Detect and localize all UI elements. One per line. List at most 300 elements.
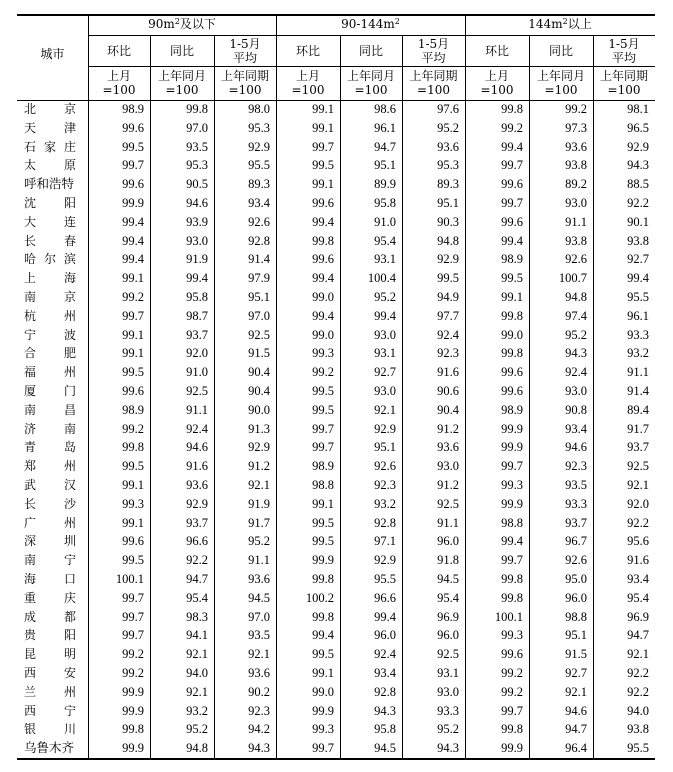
table-cell-value: 99.5 [122, 139, 144, 154]
table-cell-value: 99.5 [312, 158, 334, 173]
table-cell-value: 99.6 [501, 365, 523, 380]
table-cell-value: 91.4 [627, 384, 649, 398]
group-header-superscript: 2 [174, 17, 180, 26]
table-cell-value: 99.3 [501, 628, 523, 643]
table-cell-value: 99.6 [501, 384, 523, 398]
table-cell-value: 93.7 [565, 515, 587, 530]
base-label: 上年同月 =100 [157, 69, 206, 97]
table-cell-value: 94.7 [627, 628, 649, 643]
table-cell-value: 99.9 [501, 741, 523, 756]
table-cell-value: 99.8 [501, 308, 523, 323]
table-cell-value: 95.0 [565, 572, 587, 586]
table-cell-value: 97.1 [374, 534, 396, 549]
table-cell-value: 90.5 [186, 177, 208, 192]
table-cell-value: 92.9 [248, 440, 270, 455]
subcolumn-header: 同比 [548, 44, 573, 58]
table-cell-value: 92.4 [437, 327, 459, 342]
table-cell-value: 95.8 [374, 196, 396, 210]
table-cell-value: 94.7 [374, 139, 396, 154]
table-cell-value: 92.6 [248, 214, 270, 229]
table-cell-value: 96.0 [437, 534, 459, 549]
table-cell-value: 94.0 [627, 703, 649, 718]
table-cell-value: 95.1 [374, 440, 396, 455]
table-cell-value: 99.0 [312, 684, 334, 699]
table-cell-value: 90.4 [248, 365, 270, 380]
table-cell-value: 89.3 [437, 177, 459, 192]
table-cell-value: 95.4 [437, 590, 459, 605]
table-cell-value: 93.6 [186, 478, 208, 492]
table-cell-value: 91.6 [186, 459, 208, 474]
table-cell-value: 99.7 [312, 741, 334, 756]
table-cell-value: 99.7 [122, 628, 144, 643]
top-rule [17, 14, 655, 16]
table-cell-value: 99.9 [501, 440, 523, 455]
table-cell-value: 94.7 [186, 572, 208, 586]
table-cell-value: 95.6 [627, 534, 649, 549]
table-cell-value: 92.6 [565, 252, 587, 267]
table-cell-value: 92.5 [437, 647, 459, 662]
table-cell-value: 99.7 [312, 440, 334, 455]
table-cell-value: 94.2 [248, 722, 270, 737]
table-cell-value: 95.5 [374, 572, 396, 586]
subheader-rule [88, 66, 655, 67]
table-cell-value: 99.4 [312, 628, 334, 643]
table-cell-value: 99.7 [312, 139, 334, 154]
table-cell-value: 99.8 [501, 572, 523, 586]
city-name: 天津 [24, 120, 76, 135]
table-cell-value: 92.1 [627, 478, 649, 492]
table-cell-value: 99.0 [312, 327, 334, 342]
table-cell-value: 93.7 [186, 515, 208, 530]
table-cell-value: 92.1 [248, 478, 270, 492]
table-cell-value: 91.9 [186, 252, 208, 267]
city-name: 福州 [24, 365, 76, 380]
table-cell-value: 95.3 [186, 158, 208, 173]
table-cell-value: 90.3 [437, 214, 459, 229]
table-cell-value: 89.4 [627, 402, 649, 417]
table-cell-value: 99.5 [312, 402, 334, 417]
table-cell-value: 99.4 [312, 271, 334, 286]
table-cell-value: 91.5 [248, 346, 270, 361]
table-cell-value: 98.9 [122, 402, 144, 417]
table-cell-value: 95.2 [248, 534, 270, 549]
table-cell-value: 94.5 [374, 741, 396, 756]
table-cell-value: 92.2 [627, 515, 649, 530]
table-cell-value: 92.1 [248, 647, 270, 662]
table-cell-value: 93.8 [627, 722, 649, 737]
table-cell-value: 97.6 [437, 102, 459, 116]
city-column-header: 城市 [40, 47, 65, 61]
base-label: 上年同期 =100 [409, 69, 458, 97]
table-cell-value: 93.7 [186, 327, 208, 342]
table-cell-value: 96.1 [627, 308, 649, 323]
table-cell-value: 94.9 [437, 290, 459, 304]
table-cell-value: 99.8 [501, 102, 523, 116]
table-cell-value: 91.0 [374, 214, 396, 229]
table-cell-value: 91.7 [627, 421, 649, 436]
city-name: 乌鲁木齐 [24, 741, 75, 756]
table-cell-value: 99.8 [312, 609, 334, 624]
city-name: 上海 [24, 271, 76, 286]
table-cell-value: 99.4 [312, 214, 334, 229]
city-name: 哈尔滨 [24, 252, 76, 267]
table-cell-value: 98.3 [186, 609, 208, 624]
table-cell-value: 99.1 [122, 346, 144, 361]
table-cell-value: 93.6 [565, 139, 587, 154]
table-cell-value: 93.0 [565, 196, 587, 210]
table-cell-value: 99.2 [312, 365, 334, 380]
base-label: 上月 =100 [102, 69, 136, 97]
table-cell-value: 92.7 [627, 252, 649, 267]
table-cell-value: 92.9 [186, 496, 208, 511]
table-cell-value: 95.1 [565, 628, 587, 643]
city-name: 大连 [24, 214, 76, 229]
table-cell-value: 95.8 [186, 290, 208, 304]
table-cell-value: 98.9 [312, 459, 334, 474]
table-cell-value: 92.1 [186, 647, 208, 662]
table-cell-value: 99.7 [501, 459, 523, 474]
table-cell-value: 96.1 [374, 120, 396, 135]
table-cell-value: 92.4 [565, 365, 587, 380]
table-cell-value: 92.2 [627, 666, 649, 680]
table-cell-value: 98.7 [186, 308, 208, 323]
table-cell-value: 99.5 [312, 647, 334, 662]
table-cell-value: 99.7 [501, 158, 523, 173]
table-cell-value: 97.3 [565, 120, 587, 135]
table-cell-value: 99.5 [312, 515, 334, 530]
table-cell-value: 92.5 [437, 496, 459, 511]
table-cell-value: 94.3 [565, 346, 587, 361]
table-cell-value: 99.8 [312, 233, 334, 248]
table-cell-value: 97.0 [186, 120, 208, 135]
table-cell-value: 95.5 [248, 158, 270, 173]
table-cell-value: 100.2 [305, 590, 334, 605]
table-cell-value: 91.6 [437, 365, 459, 380]
city-name: 郑州 [24, 459, 76, 474]
table-cell-value: 92.9 [374, 553, 396, 568]
table-cell-value: 92.6 [374, 459, 396, 474]
table-cell-value: 99.1 [312, 666, 334, 680]
city-name: 银川 [24, 722, 76, 737]
table-cell-value: 94.3 [248, 741, 270, 756]
table-cell-value: 99.6 [122, 177, 144, 192]
table-cell-value: 92.1 [374, 402, 396, 417]
city-name: 重庆 [24, 590, 76, 605]
table-cell-value: 99.2 [122, 421, 144, 436]
city-name: 昆明 [24, 647, 76, 662]
table-cell-value: 99.5 [312, 534, 334, 549]
table-cell-value: 95.2 [374, 290, 396, 304]
table-cell-value: 99.6 [501, 177, 523, 192]
table-cell-value: 94.6 [565, 703, 587, 718]
table-cell-value: 92.3 [248, 703, 270, 718]
city-name: 南昌 [24, 402, 76, 417]
city-name: 沈阳 [24, 196, 76, 210]
table-cell-value: 99.9 [122, 684, 144, 699]
table-cell-value: 92.8 [374, 515, 396, 530]
table-cell-value: 93.6 [248, 572, 270, 586]
group-rule [88, 35, 655, 36]
table-cell-value: 95.4 [186, 590, 208, 605]
city-name: 兰州 [24, 684, 76, 699]
table-cell-value: 99.6 [312, 196, 334, 210]
table-cell-value: 91.7 [248, 515, 270, 530]
table-cell-value: 90.0 [248, 402, 270, 417]
table-cell-value: 97.4 [565, 308, 587, 323]
table-cell-value: 95.1 [374, 158, 396, 173]
city-name: 合肥 [24, 346, 76, 361]
city-name: 南京 [24, 290, 76, 304]
table-cell-value: 99.4 [312, 308, 334, 323]
table-cell-value: 95.4 [627, 590, 649, 605]
table-cell-value: 95.5 [627, 290, 649, 304]
table-cell-value: 93.1 [374, 346, 396, 361]
table-cell-value: 100.7 [558, 271, 587, 286]
table-cell-value: 94.6 [186, 196, 208, 210]
table-cell-value: 93.4 [627, 572, 649, 586]
group-header-superscript: 2 [562, 17, 568, 26]
table-cell-value: 98.8 [312, 478, 334, 492]
table-cell-value: 94.3 [374, 703, 396, 718]
table-cell-value: 96.6 [186, 534, 208, 549]
table-cell-value: 92.8 [374, 684, 396, 699]
subcolumn-header: 1-5月 平均 [608, 37, 640, 65]
city-name: 南宁 [24, 553, 76, 568]
city-name: 深圳 [24, 534, 76, 549]
table-cell-value: 99.5 [501, 271, 523, 286]
subcolumn-header: 1-5月 平均 [229, 37, 261, 65]
table-cell-value: 99.1 [312, 120, 334, 135]
table-cell-value: 99.8 [501, 346, 523, 361]
table-cell-value: 93.8 [565, 158, 587, 173]
table-cell-value: 93.1 [374, 252, 396, 267]
table-cell-value: 99.0 [312, 290, 334, 304]
table-cell-value: 93.3 [565, 496, 587, 511]
table-cell-value: 93.7 [627, 440, 649, 455]
table-cell-value: 92.4 [374, 647, 396, 662]
table-cell-value: 99.4 [501, 233, 523, 248]
group-header-suffix: 及以下 [179, 17, 216, 31]
table-cell-value: 92.1 [186, 684, 208, 699]
table-cell-value: 97.0 [248, 609, 270, 624]
table-cell-value: 99.3 [312, 346, 334, 361]
table-cell-value: 93.2 [627, 346, 649, 361]
table-cell-value: 99.2 [122, 647, 144, 662]
group-header-label: 144m [528, 17, 563, 31]
table-cell-value: 92.5 [248, 327, 270, 342]
table-cell-value: 99.2 [122, 666, 144, 680]
city-name: 厦门 [24, 384, 76, 398]
table-cell-value: 94.5 [437, 572, 459, 586]
city-name: 宁波 [24, 327, 76, 342]
base-label: 上月 =100 [480, 69, 514, 97]
table-cell-value: 91.1 [437, 515, 459, 530]
table-cell-value: 92.1 [565, 684, 587, 699]
table-cell-value: 92.9 [437, 252, 459, 267]
table-cell-value: 99.8 [312, 572, 334, 586]
table-cell-value: 94.3 [627, 158, 649, 173]
table-cell-value: 95.4 [374, 233, 396, 248]
table-cell-value: 91.4 [248, 252, 270, 267]
table-cell-value: 99.3 [122, 496, 144, 511]
table-cell-value: 89.2 [565, 177, 587, 192]
table-cell-value: 99.9 [501, 421, 523, 436]
table-cell-value: 92.2 [627, 196, 649, 210]
table-cell-value: 95.3 [248, 120, 270, 135]
table-cell-value: 99.3 [501, 478, 523, 492]
table-cell-value: 93.8 [565, 233, 587, 248]
table-cell-value: 92.3 [437, 346, 459, 361]
table-cell-value: 99.6 [122, 534, 144, 549]
city-name: 太原 [24, 158, 76, 173]
table-cell-value: 96.9 [437, 609, 459, 624]
subcolumn-header: 环比 [295, 44, 320, 58]
table-cell-value: 91.6 [627, 553, 649, 568]
table-cell-value: 96.4 [565, 741, 587, 756]
table-cell-value: 94.0 [186, 666, 208, 680]
city-name: 青岛 [24, 440, 76, 455]
table-cell-value: 90.1 [627, 214, 649, 229]
table-cell-value: 99.5 [437, 271, 459, 286]
table-cell-value: 99.4 [501, 534, 523, 549]
table-cell-value: 98.8 [501, 515, 523, 530]
table-cell-value: 92.6 [565, 553, 587, 568]
table-cell-value: 96.9 [627, 609, 649, 624]
table-cell-value: 93.6 [437, 440, 459, 455]
table-cell-value: 99.4 [122, 252, 144, 267]
table-cell-value: 97.0 [248, 308, 270, 323]
table-cell-value: 94.6 [565, 440, 587, 455]
table-cell-value: 93.1 [437, 666, 459, 680]
table-cell-value: 93.4 [565, 421, 587, 436]
table-cell-value: 93.6 [248, 666, 270, 680]
table-cell-value: 91.5 [565, 647, 587, 662]
table-cell-value: 89.9 [374, 177, 396, 192]
table-cell-value: 90.2 [248, 684, 270, 699]
table-cell-value: 100.1 [494, 609, 523, 624]
table-cell-value: 100.4 [367, 271, 396, 286]
city-name: 北京 [24, 102, 76, 116]
table-cell-value: 93.0 [186, 233, 208, 248]
table-cell-value: 92.5 [627, 459, 649, 474]
table-cell-value: 92.0 [186, 346, 208, 361]
table-cell-value: 93.0 [374, 384, 396, 398]
table-cell-value: 93.0 [437, 459, 459, 474]
table-cell-value: 93.5 [186, 139, 208, 154]
table-cell-value: 96.0 [374, 628, 396, 643]
group-header [88, 17, 276, 33]
group-header-suffix: 以上 [567, 17, 592, 31]
table-cell-value: 92.8 [248, 233, 270, 248]
table-cell-value: 99.5 [122, 459, 144, 474]
table-cell-value: 99.8 [122, 440, 144, 455]
table-cell-value: 92.7 [374, 365, 396, 380]
table-cell-value: 99.7 [501, 553, 523, 568]
base-label: 上年同月 =100 [536, 69, 585, 97]
table-cell-value: 93.8 [627, 233, 649, 248]
table-cell-value: 99.7 [122, 590, 144, 605]
table-cell-value: 91.1 [565, 214, 587, 229]
table-cell-value: 91.1 [186, 402, 208, 417]
table-cell-value: 92.2 [186, 553, 208, 568]
table-cell-value: 93.9 [186, 214, 208, 229]
table-cell-value: 99.2 [501, 684, 523, 699]
table-cell-value: 92.2 [627, 684, 649, 699]
table-cell-value: 99.6 [122, 384, 144, 398]
table-cell-value: 95.3 [437, 158, 459, 173]
table-cell-value: 93.4 [248, 196, 270, 210]
group-header [465, 17, 655, 33]
table-cell-value: 92.3 [565, 459, 587, 474]
group-header-label: 90-144m [341, 17, 395, 31]
table-cell-value: 92.1 [627, 647, 649, 662]
table-cell-value: 100.1 [115, 572, 144, 586]
table-cell-value: 90.6 [437, 384, 459, 398]
table-cell-value: 99.7 [501, 196, 523, 210]
table-cell-value: 94.1 [186, 628, 208, 643]
table-cell-value: 93.3 [627, 327, 649, 342]
table-cell-value: 99.2 [501, 120, 523, 135]
table-cell-value: 94.8 [565, 290, 587, 304]
table-cell-value: 95.2 [186, 722, 208, 737]
table-cell-value: 99.6 [501, 647, 523, 662]
city-name: 杭州 [24, 308, 76, 323]
table-cell-value: 91.0 [186, 365, 208, 380]
table-cell-value: 95.8 [374, 722, 396, 737]
table-cell-value: 99.3 [312, 722, 334, 737]
table-cell-value: 99.9 [122, 196, 144, 210]
table-cell-value: 99.8 [501, 722, 523, 737]
group-header [276, 17, 465, 33]
table-cell-value: 93.2 [374, 496, 396, 511]
table-cell-value: 95.5 [627, 741, 649, 756]
table-cell-value: 94.8 [186, 741, 208, 756]
base-label: 上月 =100 [291, 69, 325, 97]
subcolumn-header: 同比 [358, 44, 383, 58]
subcolumn-header: 同比 [169, 44, 194, 58]
city-name: 济南 [24, 421, 76, 436]
table-cell-value: 99.9 [501, 496, 523, 511]
city-name: 石家庄 [24, 139, 76, 154]
table-cell-value: 99.7 [312, 421, 334, 436]
table-cell-value: 99.5 [312, 384, 334, 398]
table-cell-value: 99.5 [122, 365, 144, 380]
table-cell-value: 93.0 [437, 684, 459, 699]
table-cell-value: 93.0 [565, 384, 587, 398]
table-cell-value: 93.0 [374, 327, 396, 342]
table-cell-value: 99.1 [312, 496, 334, 511]
table-cell-value: 98.0 [248, 102, 270, 116]
table-cell-value: 90.4 [248, 384, 270, 398]
table-cell-value: 91.9 [248, 496, 270, 511]
table-cell-value: 94.8 [437, 233, 459, 248]
table-cell-value: 92.0 [627, 496, 649, 511]
table-cell-value: 92.9 [374, 421, 396, 436]
table-cell-value: 89.3 [248, 177, 270, 192]
table-cell-value: 99.0 [501, 327, 523, 342]
city-name: 呼和浩特 [24, 177, 75, 192]
table-cell-value: 99.1 [312, 102, 334, 116]
table-cell-value: 93.2 [186, 703, 208, 718]
base-label: 上年同期 =100 [599, 69, 648, 97]
table-cell-value: 91.2 [437, 421, 459, 436]
table-cell-value: 94.7 [565, 722, 587, 737]
table-cell-value: 91.8 [437, 553, 459, 568]
table-cell-value: 93.4 [374, 666, 396, 680]
table-cell-value: 91.3 [248, 421, 270, 436]
table-cell-value: 94.5 [248, 590, 270, 605]
city-name: 长沙 [24, 496, 76, 511]
